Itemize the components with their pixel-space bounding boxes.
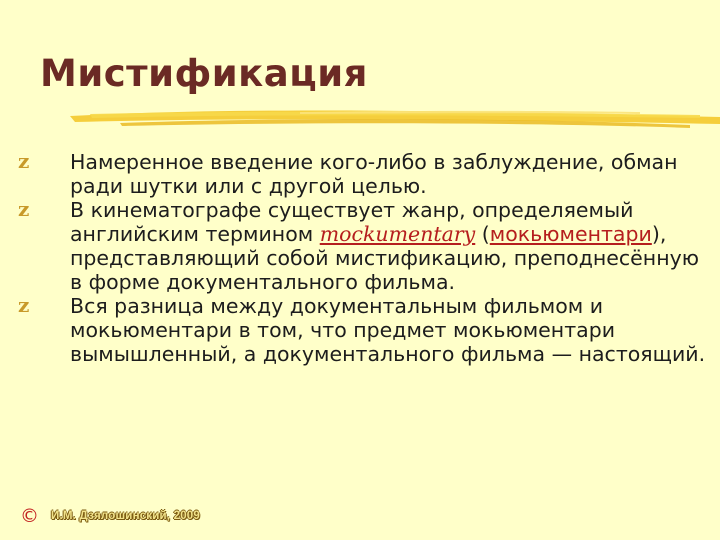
term-mokyumentari-link[interactable]: мокьюментари [489, 222, 652, 246]
bullet-list [18, 150, 708, 366]
title-underline-brush [0, 100, 720, 140]
term-mockumentary-link[interactable]: mockumentary [319, 222, 476, 246]
bullet-text: Вся разница между документальным фильмом и мокьюментари в том, что предмет мокьюментари вымышленный, а документального фильма — настоящий. [70, 294, 706, 366]
bullet-z-icon: z [18, 293, 30, 317]
bullet-z-icon: z [18, 149, 30, 173]
footer [20, 505, 200, 527]
bullet-text-pre: В кинематографе существует жанр, определяемый английским термином [70, 198, 634, 246]
bullet-item [18, 150, 708, 198]
bullet-text: Намеренное введение кого-либо в заблуждение, обман ради шутки или с другой целью. [70, 150, 678, 198]
bullet-item [18, 198, 708, 294]
bullet-item [18, 294, 708, 366]
bullet-z-icon: z [18, 197, 30, 221]
bullet-text-mid: ( [475, 222, 490, 246]
footer-author: И.М. Дзялошинский, 2009 [51, 510, 200, 522]
copyright-icon: © [20, 505, 39, 527]
bullet-text-post: ), представляющий собой мистификацию, преподнесённую в форме документального фильма. [70, 222, 699, 294]
slide-title: Мистификация [40, 52, 368, 95]
